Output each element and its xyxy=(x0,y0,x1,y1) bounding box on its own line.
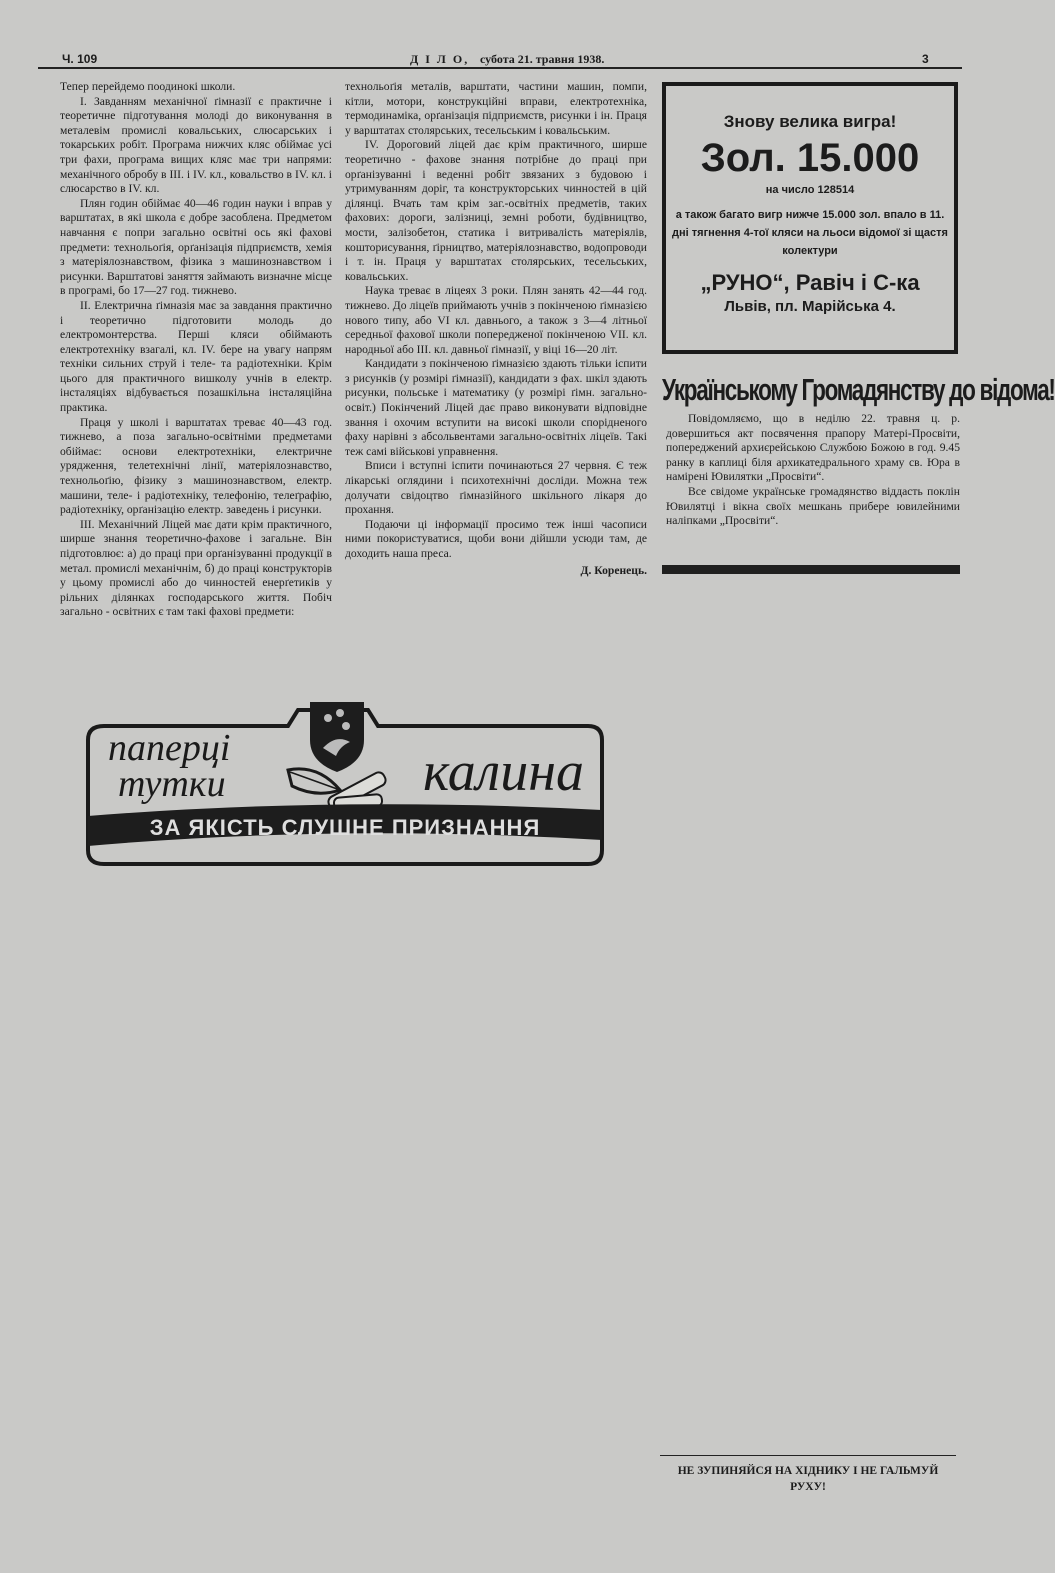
ad-brand-kalyna: калина xyxy=(423,741,584,803)
lottery-headline: Знову велика вигра! xyxy=(723,112,897,131)
decorative-band xyxy=(662,565,960,574)
lottery-ad xyxy=(662,82,958,354)
page-number: 3 xyxy=(922,52,929,66)
article-paragraph: Подаючи ці інформації просимо теж інші часописи ними покористуватися, щоби вони дійшли усюди там, де доходить наша преса. xyxy=(345,517,647,560)
article-paragraph: Плян годин обіймає 40—46 годин науки і вправ у варштатах, в які школа є добре засоблена. Предметом навчання є попри загально освітні ось які фахові предмети: технольоґія, орґанізація підприємств, хемія з матеріялознавством, фізика з машинознавством і рисунки. Варштатові заняття займають визначне місце в програмі, бо 17—27 год. тижнево. xyxy=(60,196,332,298)
article-paragraph: ІІІ. Механічний Ліцей має дати крім практичного, ширше знання теоретично-фахове і загальне. Він підготовлює: а) до праці при орґанізуванні продукції в метал. промислі механічнім, б) до праці конструкторів у цьому промислі або до чинностей енерґетиків у рільних ділянках господарського життя. Побіч загально - освітних є там такі фахові предмети: xyxy=(60,517,332,619)
footer-slogan: НЕ ЗУПИНЯЙСЯ НА ХІДНИКУ І НЕ ГАЛЬМУЙ РУХУ! xyxy=(677,1465,939,1493)
article-paragraph: IV. Дороговий ліцей дає крім практичного, ширше теоретично - фахове знання потрібне до праці при орґанізуванні і веденні робіт звязаних з будовою і утримуванням доріг, та конструкторських чинностей в цій ділянці. Вчать там крім заг.-освітніх предметів, таких фахових: дороги, залізниці, земні роботи, будівництво, мости, залізобетон, статика і витривалість матеріялів, кошторисування, ґірництво, матеріялознавство, водопроводи і т. ін. Праця у варштатах столярських, тесельських, ковальських. xyxy=(345,138,647,283)
article-paragraph: Наука треває в ліцеях 3 роки. Плян занять 42—44 год. тижнево. До ліцеїв приймають учнів з покінченою ґімназією нового типу, або VI кл. давнього, а також з 3—4 літньої середньої фахової школи попередженої покінченою VII. кл. народньої або ІІІ. кл. давньої ґімназії, у віці 16—20 літ. xyxy=(345,284,647,356)
notice-title: Українському Громадянству до відома! xyxy=(662,373,1055,407)
lottery-amount: Зол. 15.000 xyxy=(700,136,920,180)
shield-emblem-icon xyxy=(310,702,364,772)
article-paragraph: ІІ. Електрична ґімназія має за завдання практично і теоретично підготовити молодь до електромонтерства. Перші кляси обіймають електротехніку взагалі, кл. IV. бере на увагу напрям техніки сильних струй і теле- та радіотехніки. Крім цього для практичного вишколу учнів в електр. інсталяціях відбувається позашкільна інсталяційна практика. xyxy=(60,298,332,415)
ad-text-tutky: тутки xyxy=(118,763,226,805)
ad-slogan: ЗА ЯКІСТЬ СЛУШНЕ ПРИЗНАННЯ xyxy=(149,815,541,840)
newspaper-title: Д І Л О, xyxy=(410,52,470,66)
article-paragraph: Кандидати з покінченою ґімназією здають тільки іспити з рисунків (у розмірі ґімназії), кандидати з фах. шкіл здають рисунки, польське і математику (у розмірі ґімн. загально-освіт.) Покінчений Ліцей дає право виконувати відповідне звання і охочим вступити на високі школи спорідненого фаху нарівні з абсольвентами загально-освітніх ліцеїв. Такі теж самі військові управнення. xyxy=(345,357,647,458)
article-column-1 xyxy=(60,80,332,620)
article-paragraph: І. Завданням механічної ґімназії є практичне і теоретичне підготування молоді до виконування в металевім промислі ковальських, слюсарських і токарських робіт. Програма нижчих кляс обіймає усі три фахи, програма вищих кляс має три напрями: механічного обробу в ІІІ. і IV. кл., ковальство в IV. кл. і слюсарство в IV. кл. xyxy=(60,94,332,196)
ad-text-papertsi: паперці xyxy=(108,727,231,769)
lottery-number: на число 128514 xyxy=(765,184,855,196)
article-column-2 xyxy=(345,80,647,578)
notice-body xyxy=(666,412,960,529)
issue-number: Ч. 109 xyxy=(62,52,98,66)
article-paragraph: Вписи і вступні іспити починаються 27 червня. Є теж лікарські оглядини і психотехнічні досліди. Можна теж долучати свідоцтво ґімназійного шкільного лікаря до прохання. xyxy=(345,459,647,517)
article-paragraph: технольоґія металів, варштати, частини машин, помпи, кітли, мотори, конструкційні вправи, електротехніка, термодинаміка, орґанізація підприємств, рисунки і ін. Праця у варштатах столярських, тесельським і ковальським. xyxy=(345,80,647,137)
lottery-address: Львів, пл. Марійська 4. xyxy=(724,298,896,315)
lottery-company: „РУНО“, Равіч і С-ка xyxy=(700,270,920,295)
header-rule xyxy=(38,67,962,69)
issue-date: субота 21. травня 1938. xyxy=(480,52,605,66)
article-paragraph: Тепер перейдемо поодинокі школи. xyxy=(60,80,236,93)
article-paragraph: Праця у школі і варштатах треває 40—43 год. тижнево, а поза загально-освітніми предметами обіймає: основи електротехніки, електричне урядження, телетехнічні лінії, матеріялознавство, технольоґію, фізику з машинознавством, електр. машини, теле- і радіотехніку, телефонію, телеґрафію, радіотехніку, орґанізацію електр. заведень і рисунки. xyxy=(60,415,332,517)
notice-paragraph: Повідомляємо, що в неділю 22. травня ц. р. довершиться акт посвячення прапору Матері-Просвіти, попереджений архиєрейською Службою Божою в год. 9.45 ранку в каплиці біля архикатедрального храму св. Юра в намірені Ювилятки „Просвіти“. xyxy=(666,412,960,484)
kalyna-ad xyxy=(78,700,608,870)
notice-paragraph: Все свідоме українське громадянство віддасть поклін Ювилятці і вікна своїх мешкань прибере ювилейними наліпками „Просвіти“. xyxy=(666,484,960,528)
lottery-details: а також багато вигр нижче 15.000 зол. впало в 11. дні тягнення 4-тої кляси на льоси відомої зі щастя колектури xyxy=(672,209,948,257)
footer-rule xyxy=(660,1455,956,1456)
article-author: Д. Коренець. xyxy=(580,563,647,577)
